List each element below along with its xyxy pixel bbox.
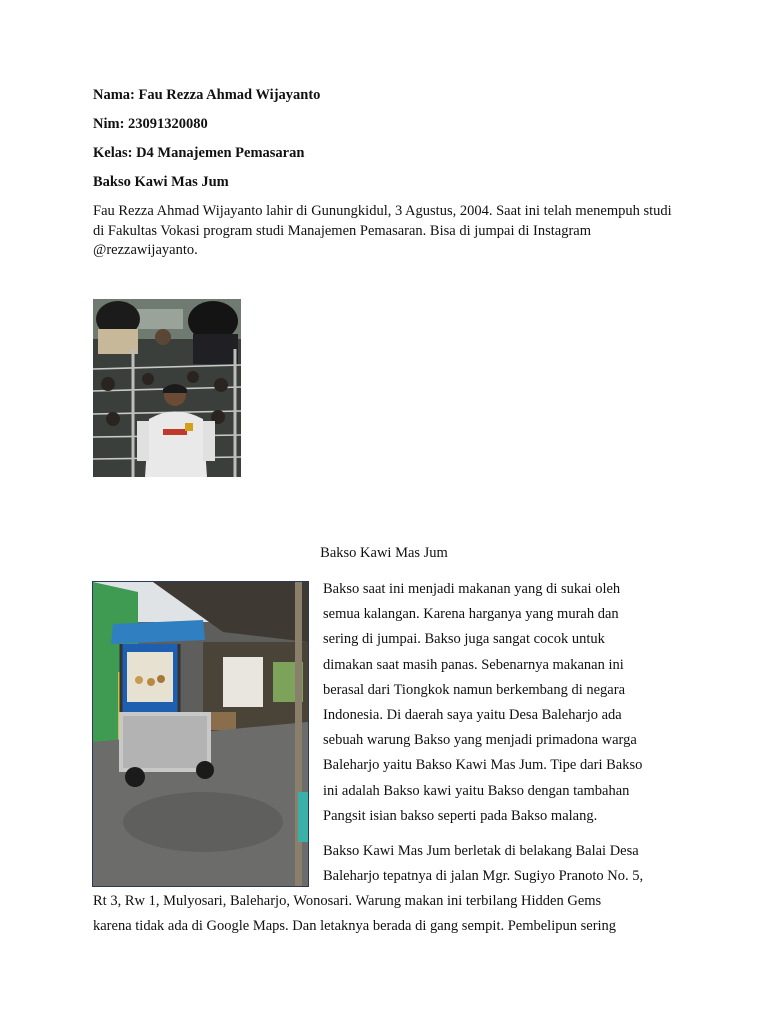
paragraph-2-line: Rt 3, Rw 1, Mulyosari, Baleharjo, Wonosari. Warung makan ini terbilang Hidden Gems: [93, 893, 602, 909]
paragraph-2-line: Bakso Kawi Mas Jum berletak di belakang Balai Desa: [323, 843, 639, 859]
paragraph-1-line: semua kalangan. Karena harganya yang murah dan: [323, 606, 619, 623]
paragraph-2-line: Baleharjo tepatnya di jalan Mgr. Sugiyo Pranoto No. 5,: [323, 868, 644, 884]
paragraph-1-line: Baleharjo yaitu Bakso Kawi Mas Jum. Tipe dari Bakso: [323, 757, 643, 774]
paragraph-1-line: Bakso saat ini menjadi makanan yang di sukai oleh: [323, 581, 621, 597]
student-class: Kelas: D4 Manajemen Pemasaran: [93, 145, 305, 161]
paragraph-1-line: sebuah warung Bakso yang menjadi primadona warga: [323, 732, 637, 749]
document-title: Bakso Kawi Mas Jum: [93, 174, 229, 190]
student-nim: Nim: 23091320080: [93, 116, 208, 132]
bakso-cart-photo: [92, 581, 309, 887]
paragraph-1-line: ini adalah Bakso kawi yaitu Bakso dengan tambahan: [323, 782, 630, 799]
paragraph-1-line: dimakan saat masih panas. Sebenarnya makanan ini: [323, 656, 624, 673]
paragraph-1-line: Indonesia. Di daerah saya yaitu Desa Baleharjo ada: [323, 707, 622, 723]
author-photo: [93, 299, 241, 477]
paragraph-1-line: Pangsit isian bakso seperti pada Bakso malang.: [323, 807, 598, 824]
student-name: Nama: Fau Rezza Ahmad Wijayanto: [93, 87, 321, 103]
paragraph-1-line: berasal dari Tiongkok namun berkembang di negara: [323, 681, 626, 698]
bio-paragraph: Fau Rezza Ahmad Wijayanto lahir di Gunungkidul, 3 Agustus, 2004. Saat ini telah menempuh studi di Fakultas Vokasi program studi Manajemen Pemasaran. Bisa di jumpai di Instagram @rezzawijayanto.: [93, 203, 672, 258]
paragraph-1-line: sering di jumpai. Bakso juga sangat cocok untuk: [323, 631, 605, 648]
paragraph-2-line: karena tidak ada di Google Maps. Dan letaknya berada di gang sempit. Pembelipun sering: [93, 918, 617, 934]
article-caption: Bakso Kawi Mas Jum: [320, 545, 448, 561]
